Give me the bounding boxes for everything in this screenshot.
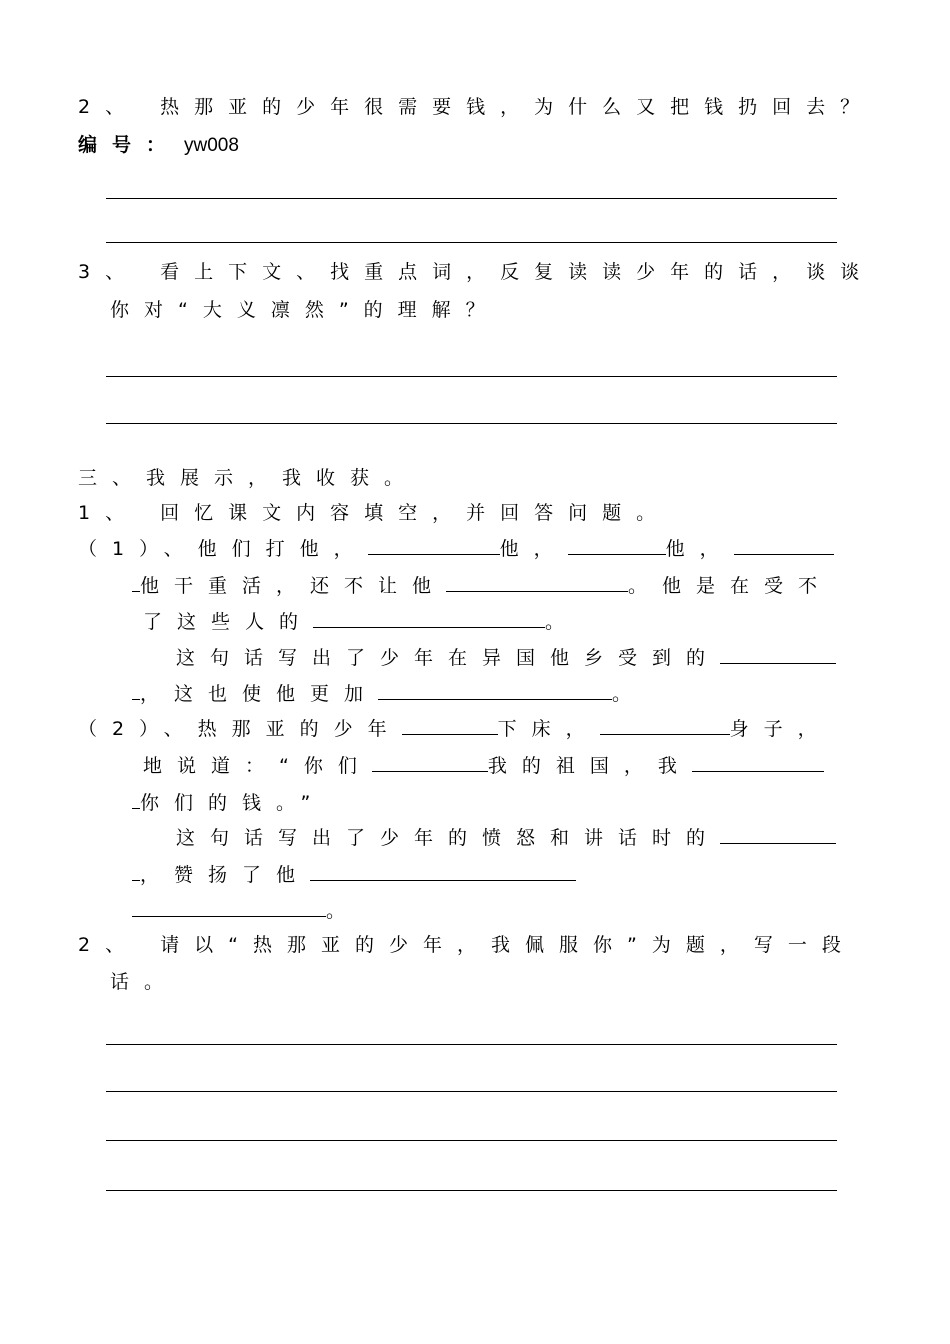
fill-2-line-1 — [78, 717, 832, 741]
fill-blank[interactable] — [720, 663, 836, 664]
fill-blank[interactable] — [720, 843, 836, 844]
fill-1-text-f: 了这些人的 — [143, 611, 314, 633]
question-2-text: 2、 热那亚的少年很需要钱，为什么又把钱扔回去？ — [78, 96, 875, 118]
fill-1-text-j: 。 — [612, 683, 647, 705]
fill-blank[interactable] — [368, 554, 500, 555]
fill-blank[interactable] — [313, 627, 545, 628]
fill-blank-tail[interactable] — [132, 808, 140, 809]
fill-2-text-a: （2）、热那亚的少年 — [78, 718, 402, 740]
fill-blank[interactable] — [600, 734, 730, 735]
answer-line[interactable] — [106, 198, 837, 199]
fill-1-line-5 — [132, 682, 646, 706]
writing-line[interactable] — [106, 1044, 837, 1045]
answer-line[interactable] — [106, 423, 837, 424]
fill-1-line-1 — [78, 537, 834, 561]
fill-blank[interactable] — [734, 554, 834, 555]
section-3-item-2-line-2: 话。 — [110, 971, 179, 993]
fill-2-text-i: 。 — [326, 900, 361, 922]
fill-1-text-g: 。 — [545, 611, 580, 633]
fill-2-text-d: 地说道：“你们 — [143, 755, 372, 777]
fill-blank[interactable] — [402, 734, 498, 735]
doc-code-value: yw008 — [184, 135, 239, 156]
doc-code-label: 编号： — [78, 134, 181, 156]
writing-line[interactable] — [106, 1091, 837, 1092]
fill-blank-tail[interactable] — [132, 880, 140, 881]
section-3-title: 三、我展示，我收获。 — [78, 467, 419, 489]
fill-blank-tail[interactable] — [132, 699, 140, 700]
fill-blank[interactable] — [692, 771, 824, 772]
fill-blank[interactable] — [378, 699, 612, 700]
fill-blank[interactable] — [310, 880, 576, 881]
section-3-item-2-line-1: 2、 请以“热那亚的少年，我佩服你”为题，写一段 — [78, 934, 856, 956]
writing-line[interactable] — [106, 1140, 837, 1141]
fill-2-line-5 — [132, 863, 576, 887]
section-3-item-1: 1、 回忆课文内容填空，并回答问题。 — [78, 502, 671, 524]
fill-1-line-4 — [176, 646, 836, 670]
answer-line[interactable] — [106, 376, 837, 377]
fill-blank[interactable] — [568, 554, 666, 555]
fill-1-text-a: （1）、他们打他， — [78, 538, 368, 560]
fill-1-text-e: 。他是在受不 — [628, 575, 833, 597]
fill-1-line-2 — [132, 574, 832, 598]
question-3-line-2: 你对“大义凛然”的理解？ — [110, 299, 500, 321]
fill-1-text-i: ，这也使他更加 — [140, 683, 379, 705]
doc-code — [78, 133, 239, 158]
writing-line[interactable] — [106, 1190, 837, 1191]
fill-2-text-b: 下床， — [497, 718, 600, 740]
fill-1-text-c: 他， — [665, 538, 734, 560]
fill-2-text-f: 你们的钱。” — [140, 792, 326, 814]
fill-blank-tail[interactable] — [132, 591, 140, 592]
fill-2-line-6 — [132, 899, 360, 923]
answer-line[interactable] — [106, 242, 837, 243]
fill-1-text-b: 他， — [499, 538, 568, 560]
fill-2-line-4 — [176, 826, 836, 850]
fill-1-line-3 — [143, 610, 579, 634]
fill-blank[interactable] — [446, 591, 628, 592]
fill-2-text-h: ，赞扬了他 — [140, 864, 311, 886]
fill-blank[interactable] — [132, 916, 326, 917]
fill-2-text-c: 身子， — [729, 718, 832, 740]
fill-blank[interactable] — [372, 771, 488, 772]
fill-2-line-2 — [143, 754, 824, 778]
fill-2-text-e: 我的祖国，我 — [487, 755, 692, 777]
question-3-line-1: 3、 看上下文、找重点词，反复读读少年的话，谈谈 — [78, 261, 875, 283]
fill-1-text-h: 这句话写出了少年在异国他乡受到的 — [176, 647, 721, 669]
fill-2-line-3 — [132, 791, 325, 815]
fill-1-text-d: 他干重活，还不让他 — [140, 575, 447, 597]
fill-2-text-g: 这句话写出了少年的愤怒和讲话时的 — [176, 827, 721, 849]
